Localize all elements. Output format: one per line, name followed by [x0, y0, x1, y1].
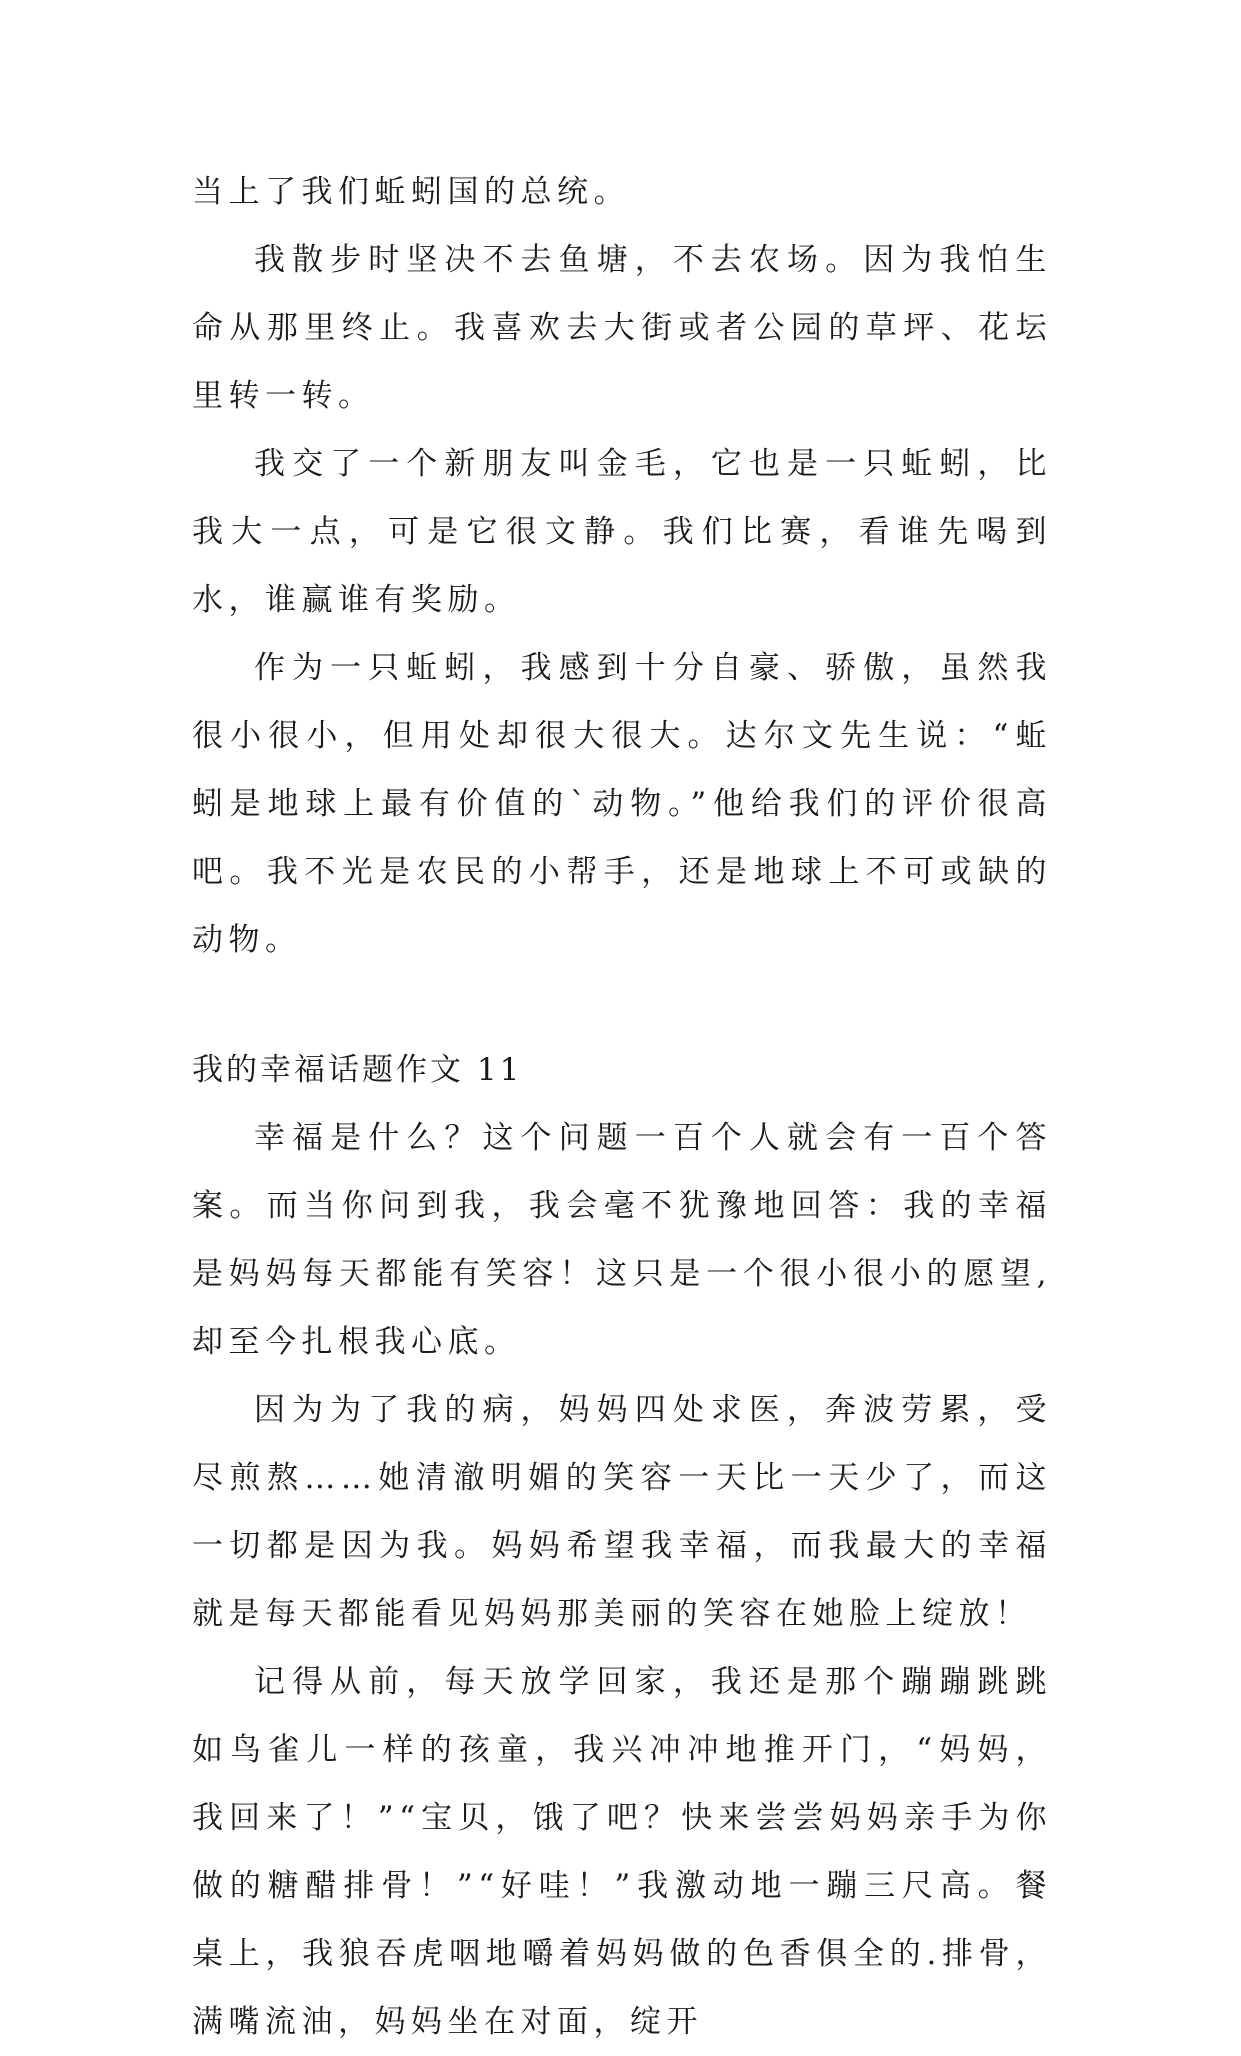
section-title: 我的幸福话题作文 11: [192, 1052, 523, 1088]
paragraph: 我交了一个新朋友叫金毛，它也是一只蚯蚓，比我大一点，可是它很文静。我们比赛，看谁先喝到水，谁赢谁有奖励。: [192, 446, 1052, 618]
paragraph: 作为一只蚯蚓，我感到十分自豪、骄傲，虽然我很小很小，但用处却很大很大。达尔文先生说：“蚯蚓是地球上最有价值的`动物。”他给我们的评价很高吧。我不光是农民的小帮手，还是地球上不可或缺的动物。: [192, 650, 1052, 958]
paragraph: 因为为了我的病，妈妈四处求医，奔波劳累，受尽煎熬……她清澈明媚的笑容一天比一天少了，而这一切都是因为我。妈妈希望我幸福，而我最大的幸福就是每天都能看见妈妈那美丽的笑容在她脸上绽放！: [192, 1392, 1052, 1632]
paragraph: 我散步时坚决不去鱼塘，不去农场。因为我怕生命从那里终止。我喜欢去大街或者公园的草坪、花坛里转一转。: [192, 242, 1052, 414]
paragraph-continuation: 当上了我们蚯蚓国的总统。: [192, 174, 630, 210]
paragraph: 幸福是什么？这个问题一百个人就会有一百个答案。而当你问到我，我会毫不犹豫地回答：我的幸福是妈妈每天都能有笑容！这只是一个很小很小的愿望,却至今扎根我心底。: [192, 1120, 1052, 1360]
document-body: [192, 158, 1052, 2056]
paragraph: 记得从前，每天放学回家，我还是那个蹦蹦跳跳如鸟雀儿一样的孩童，我兴冲冲地推开门，“妈妈，我回来了！”“宝贝，饿了吧？快来尝尝妈妈亲手为你做的糖醋排骨！”“好哇！”我激动地一蹦三尺高。餐桌上，我狼吞虎咽地嚼着妈妈做的色香俱全的.排骨，满嘴流油，妈妈坐在对面，绽开: [192, 1664, 1052, 2040]
